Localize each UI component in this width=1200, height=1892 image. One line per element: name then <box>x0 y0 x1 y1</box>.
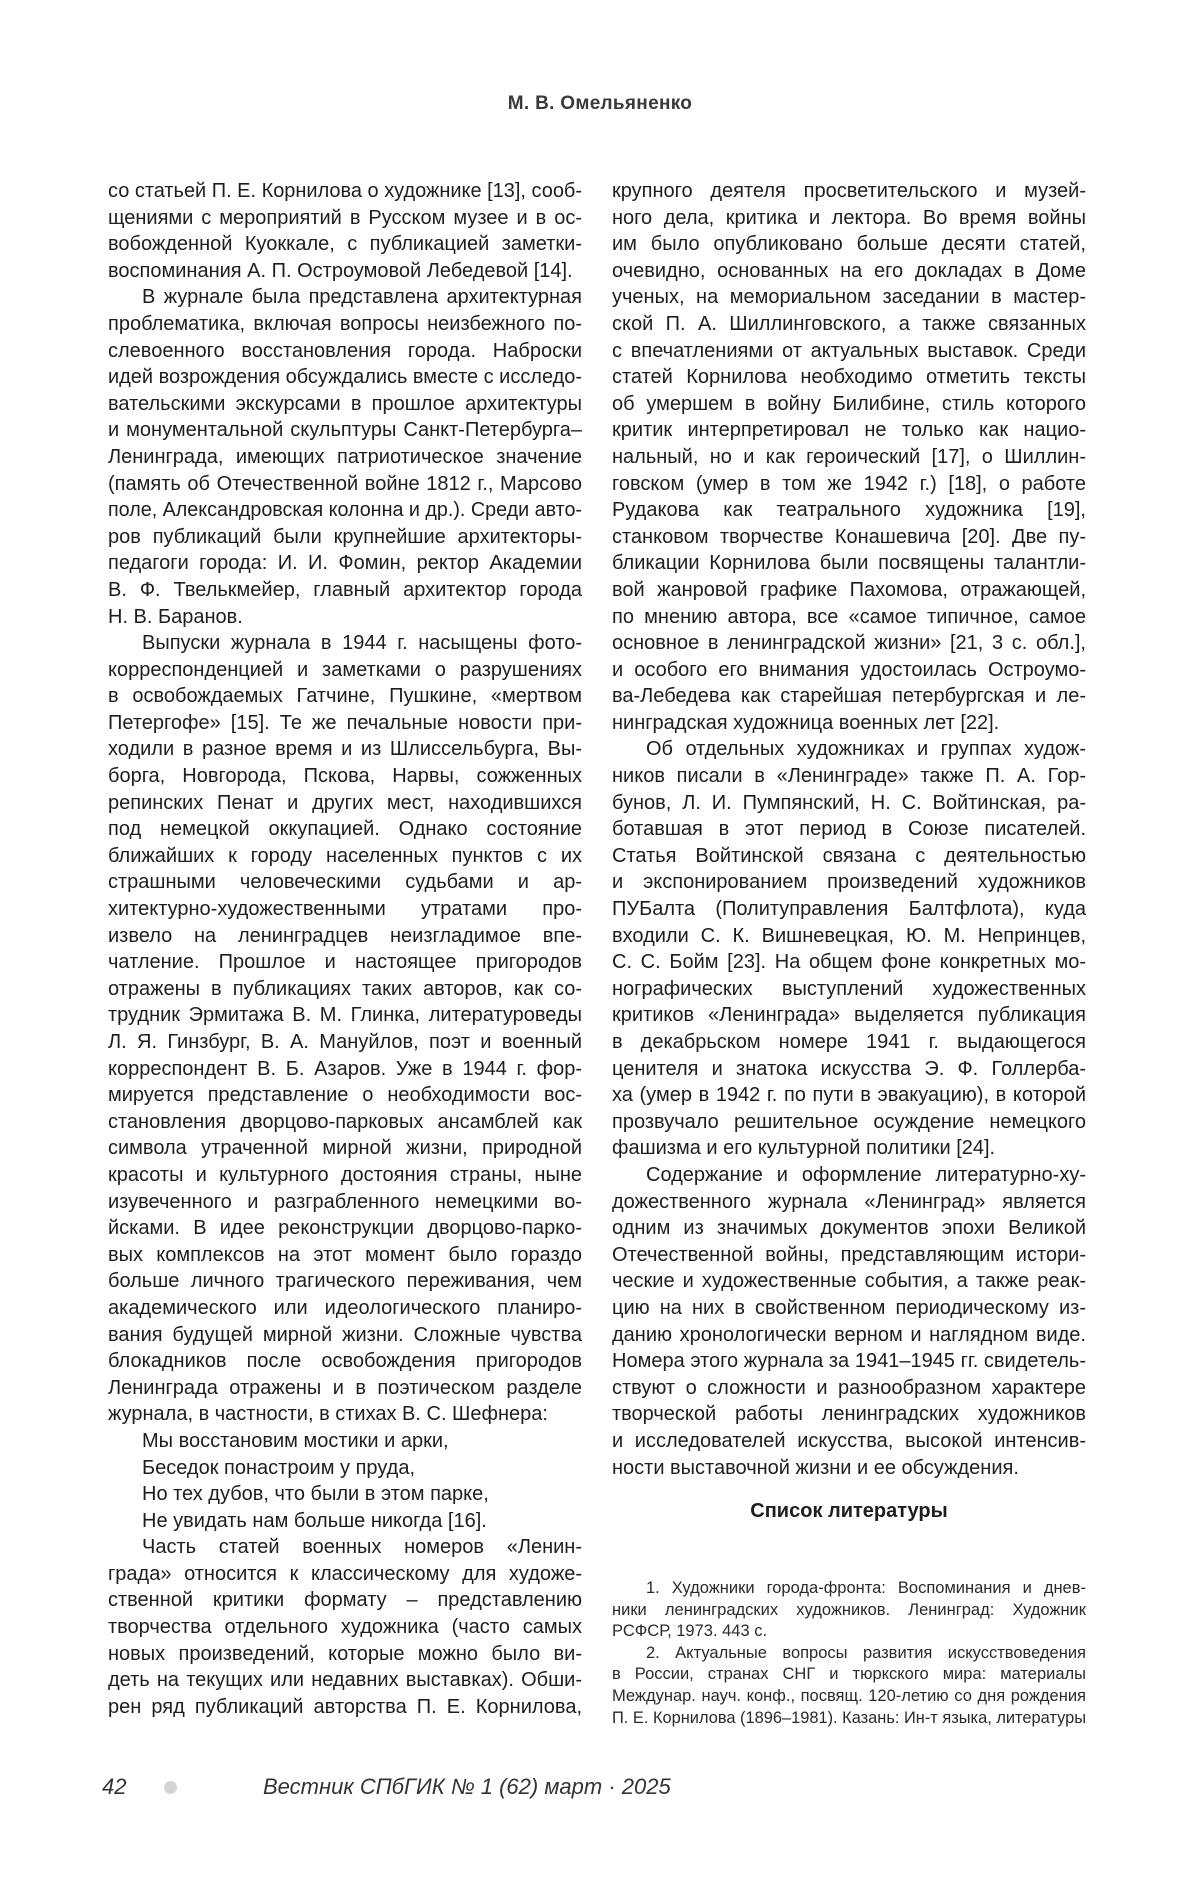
text-line <box>108 1002 582 1029</box>
text-line <box>108 657 582 684</box>
text-line <box>108 1694 582 1721</box>
text-line <box>108 630 582 657</box>
text-line-content: града» относится к классическому для художе- <box>108 1562 582 1585</box>
text-line-content: 2. Актуальные вопросы развития искусствоведения <box>646 1643 1086 1662</box>
text-line <box>108 417 582 444</box>
text-line <box>612 843 1086 870</box>
text-line <box>108 896 582 923</box>
text-line-content: извело на ленинградцев неизгладимое впе- <box>108 924 582 947</box>
text-line <box>612 311 1086 338</box>
text-line-content: нальный, но и как героический [17], о Шиллин- <box>612 445 1086 468</box>
text-line-content: борга, Новгорода, Пскова, Нарвы, сожженных <box>108 765 582 788</box>
paragraph <box>108 1534 582 1720</box>
text-line <box>108 391 582 418</box>
text-line-content: символа утраченной мирной жизни, природной <box>108 1137 582 1160</box>
text-line-content: крупного деятеля просветительского и музей- <box>612 180 1086 202</box>
text-line <box>108 1109 582 1136</box>
text-line <box>612 923 1086 950</box>
text-line <box>108 736 582 763</box>
text-line-content: в России, странах СНГ и тюркского мира: материалы <box>612 1665 1086 1684</box>
text-line <box>108 1135 582 1162</box>
text-line-content: страшными человеческими судьбами и ар- <box>108 871 582 894</box>
text-line <box>612 683 1086 710</box>
text-line <box>612 205 1086 232</box>
text-line <box>612 391 1086 418</box>
text-line-content: корреспондент В. Б. Азаров. Уже в 1944 г. фор- <box>108 1057 582 1080</box>
text-line <box>612 1109 1086 1136</box>
text-line <box>108 471 582 498</box>
text-line <box>612 896 1086 923</box>
text-line-content: Отечественной войны, представляющим истори- <box>612 1243 1086 1266</box>
text-line <box>108 205 582 232</box>
text-line <box>108 923 582 950</box>
text-line-content: Об отдельных художниках и группах худож- <box>646 738 1086 761</box>
text-line-content: творческой работы ленинградских художников <box>612 1403 1086 1426</box>
text-line-content: входили С. К. Вишневецкая, Ю. М. Непринцев, <box>612 924 1086 947</box>
page-footer <box>0 1774 1200 1808</box>
text-line-content: критик интерпретировал не только как нацио- <box>612 419 1086 442</box>
text-line-content: В. Ф. Твелькмейер, главный архитектор города <box>108 578 582 601</box>
text-line-content: Выпуски журнала в 1944 г. насыщены фото- <box>142 632 582 655</box>
text-line-content: с впечатлениями от актуальных выставок. Среди <box>612 339 1086 362</box>
references-heading: Список литературы <box>750 1500 948 1522</box>
text-line <box>612 630 1086 657</box>
text-line <box>108 1667 582 1694</box>
text-line-content: очевидно, основанных на его докладах в Доме <box>612 259 1086 282</box>
text-line-content: корреспонденцией и заметками о разрушениях <box>108 658 582 681</box>
text-line-content: и исследователей искусства, высокой интенсив- <box>612 1429 1086 1452</box>
text-line-content: и монументальной скульптуры Санкт-Петербурга– <box>108 419 582 442</box>
text-line <box>108 976 582 1003</box>
paragraph <box>108 178 582 284</box>
text-line <box>108 790 582 817</box>
text-line <box>108 949 582 976</box>
text-line-content: новых произведений, которые можно было ви- <box>108 1642 582 1665</box>
text-line-content: станковом творчестве Конашевича [20]. Две пу- <box>612 525 1086 548</box>
text-line-content: данию хронологически верном и наглядном виде. <box>612 1323 1086 1346</box>
text-line-content: и экспонированием произведений художников <box>612 871 1086 894</box>
text-line <box>612 1242 1086 1269</box>
text-line <box>108 1508 582 1535</box>
text-line <box>108 258 582 285</box>
journal-title: Вестник СПбГИК № 1 (62) март · 2025 <box>263 1774 671 1799</box>
text-line-content: изувеченного и разграбленного немецкими во- <box>108 1190 582 1213</box>
text-line <box>108 1215 582 1242</box>
text-line-content: деть на текущих или недавних выставках). Обши- <box>108 1669 582 1692</box>
text-line-content: и особого его внимания удостоилась Остроумо- <box>612 658 1086 681</box>
text-line-content: репинских Пенат и других мест, находившихся <box>108 791 582 814</box>
text-line <box>612 1135 1086 1162</box>
text-line <box>108 1189 582 1216</box>
text-line <box>612 1162 1086 1189</box>
text-line <box>612 577 1086 604</box>
text-line <box>612 338 1086 365</box>
text-line-content: Номера этого журнала за 1941–1945 гг. свидетель- <box>612 1350 1086 1373</box>
text-line-content: больше личного трагического переживания, чем <box>108 1270 582 1293</box>
text-line-content: Статья Войтинской связана с деятельностью <box>612 844 1086 867</box>
text-line <box>612 1401 1086 1428</box>
text-line-content: журнала, в частности, в стихах В. С. Шефнера: <box>108 1403 548 1426</box>
text-line <box>108 710 582 737</box>
text-line <box>108 178 582 205</box>
text-line-content: педагоги города: И. И. Фомин, ректор Академии <box>108 552 582 575</box>
text-line <box>612 1268 1086 1295</box>
text-line <box>612 816 1086 843</box>
text-line-content: Л. Я. Гинзбург, В. А. Мануйлов, поэт и военный <box>108 1031 582 1053</box>
text-line <box>108 338 582 365</box>
text-line-content: ходили в разное время и из Шлиссельбурга, Вы- <box>108 738 582 761</box>
text-line <box>108 1587 582 1614</box>
text-line <box>612 710 1086 737</box>
text-line <box>612 284 1086 311</box>
paragraph <box>612 1643 1086 1729</box>
paragraph <box>612 1578 1086 1643</box>
text-line <box>108 364 582 391</box>
text-line-content: Петергофе» [15]. Те же печальные новости при- <box>108 711 582 734</box>
text-line-content: ров публикаций были крупнейшие архитекторы- <box>108 525 582 548</box>
text-line <box>612 976 1086 1003</box>
text-line-content: 1. Художники города-фронта: Воспоминания и днев- <box>646 1579 1086 1597</box>
text-line-content: проблематика, включая вопросы неизбежного по- <box>108 312 582 335</box>
text-line <box>612 1002 1086 1029</box>
text-line-content: трудник Эрмитажа В. М. Глинка, литературоведы <box>108 1004 582 1027</box>
text-line <box>612 1600 1086 1622</box>
text-line <box>612 1082 1086 1109</box>
text-line-content: в декабрьском номере 1941 г. выдающегося <box>612 1031 1086 1053</box>
text-line-content: со статьей П. Е. Корнилова о художнике [13], сооб- <box>108 180 582 202</box>
text-line-content: академического или идеологического планиро- <box>108 1296 582 1319</box>
text-line-content: мируется представление о необходимости вос- <box>108 1084 582 1107</box>
text-line-content: ценителя и знатока искусства Э. Ф. Голлерба- <box>612 1057 1086 1080</box>
text-line <box>612 1708 1086 1730</box>
text-line <box>108 1082 582 1109</box>
text-line <box>108 604 582 631</box>
text-line-content: ности выставочной жизни и ее обсуждения. <box>612 1456 1019 1479</box>
text-line <box>108 550 582 577</box>
text-line-content: в освобождаемых Гатчине, Пушкине, «мертвом <box>108 685 582 708</box>
footer-dot <box>164 1781 177 1794</box>
text-line <box>108 1401 582 1428</box>
text-line <box>108 1322 582 1349</box>
text-line-content: бунов, Л. И. Пумпянский, Н. С. Войтинская, ра- <box>612 791 1086 814</box>
text-line-content: слевоенного восстановления города. Наброски <box>108 339 582 362</box>
text-line-content: критиков «Ленинграда» выделяется публикация <box>612 1004 1086 1027</box>
text-line <box>108 1348 582 1375</box>
text-line <box>612 1029 1086 1056</box>
text-line <box>108 444 582 471</box>
text-line-content: основное в ленинградской жизни» [21, 3 с. обл.], <box>612 632 1086 655</box>
text-line <box>108 869 582 896</box>
text-line <box>108 1375 582 1402</box>
text-line <box>108 1481 582 1508</box>
text-line-content: ской П. А. Шиллинговского, а также связанных <box>612 312 1086 335</box>
text-line-content: статей Корнилова необходимо отметить тексты <box>612 366 1086 389</box>
text-line <box>612 1455 1086 1482</box>
text-line-content: Ленинграда, имеющих патриотическое значение <box>108 445 582 468</box>
text-line-content: красоты и культурного достояния страны, ныне <box>108 1163 582 1186</box>
text-line-content: ва-Лебедева как старейшая петербургская и ле- <box>612 685 1086 708</box>
right-column <box>612 178 1086 1481</box>
text-line <box>612 1322 1086 1349</box>
text-line <box>612 550 1086 577</box>
text-line <box>108 231 582 258</box>
text-line <box>612 1578 1086 1600</box>
left-column <box>108 178 582 1720</box>
text-line <box>612 1428 1086 1455</box>
text-line <box>612 1189 1086 1216</box>
text-line <box>612 1686 1086 1708</box>
text-line <box>612 497 1086 524</box>
text-line <box>612 657 1086 684</box>
text-line-content: вания будущей мирной жизни. Сложные чувства <box>108 1323 582 1346</box>
page-number: 42 <box>102 1774 127 1799</box>
text-line-content: ческие и художественные события, а также реак- <box>612 1270 1086 1293</box>
text-line-content: Часть статей военных номеров «Ленин- <box>142 1536 582 1559</box>
text-line-content: Содержание и оформление литературно-ху- <box>646 1163 1086 1186</box>
paragraph <box>108 630 582 1428</box>
text-line <box>612 417 1086 444</box>
text-line-content: ПУБалта (Политуправления Балтфлота), куда <box>612 898 1086 921</box>
text-line <box>108 1455 582 1482</box>
text-line <box>612 949 1086 976</box>
paragraph <box>612 736 1086 1162</box>
text-line-content: нографических выступлений художественных <box>612 977 1086 1000</box>
text-line <box>108 816 582 843</box>
text-line <box>612 471 1086 498</box>
text-line-content: по мнению автора, все «самое типичное, самое <box>612 605 1086 628</box>
text-line <box>612 790 1086 817</box>
text-line <box>108 1029 582 1056</box>
text-line-content: им было опубликовано больше десяти статей, <box>612 233 1086 256</box>
text-line-content: говском (умер в том же 1942 г.) [18], о работе <box>612 472 1086 495</box>
text-line <box>612 258 1086 285</box>
text-line-content: хитектурно-художественными утратами про- <box>108 898 582 921</box>
text-line <box>612 1375 1086 1402</box>
text-line <box>108 763 582 790</box>
text-line-content: отражены в публикациях таких авторов, как со- <box>108 977 582 1000</box>
text-line <box>612 364 1086 391</box>
text-line-content: П. Е. Корнилова (1896–1981). Казань: Ин-т языка, литературы <box>612 1708 1086 1727</box>
text-line-content: вой жанровой графике Пахомова, отражающей, <box>612 578 1086 601</box>
text-line-content: вых комплексов на этот момент было гораздо <box>108 1243 582 1266</box>
text-line-content: ученых, на мемориальном заседании в мастер- <box>612 286 1086 309</box>
text-line <box>108 1295 582 1322</box>
text-line <box>612 524 1086 551</box>
text-line-content: Но тех дубов, что были в этом парке, <box>142 1483 489 1506</box>
text-line-content: поле, Александровская колонна и др.). Среди авто- <box>108 499 582 522</box>
paragraph <box>108 284 582 630</box>
paragraph <box>612 1162 1086 1481</box>
text-line-content: Междунар. науч. конф., посвящ. 120-летию со дня рождения <box>612 1686 1086 1705</box>
text-line <box>108 1428 582 1455</box>
references-list <box>612 1578 1086 1729</box>
text-line-content: одним из значимых документов эпохи Великой <box>612 1217 1086 1240</box>
text-line-content: В журнале была представлена архитектурная <box>142 286 582 309</box>
text-line <box>108 1614 582 1641</box>
text-line-content: Рудакова как театрального художника [19], <box>612 499 1086 522</box>
text-line-content: ственной критики формату – представлению <box>108 1589 582 1612</box>
text-line-content: вобожденной Куоккале, с публикацией заметки- <box>108 233 582 256</box>
text-line-content: вательскими экскурсами в прошлое архитектуры <box>108 392 582 415</box>
text-line-content: Н. В. Баранов. <box>108 605 243 628</box>
running-header-author: М. В. Омельяненко <box>507 93 693 114</box>
text-line-content: бликации Корнилова были посвящены талантли- <box>612 552 1086 575</box>
text-line <box>108 311 582 338</box>
text-line-content: ники ленинградских художников. Ленинград: Художник <box>612 1600 1086 1619</box>
text-line-content: РСФСР, 1973. 443 с. <box>612 1622 768 1641</box>
text-line-content: становления дворцово-парковых ансамблей как <box>108 1110 582 1133</box>
poem <box>108 1428 582 1534</box>
text-line <box>612 444 1086 471</box>
text-line-content: Беседок понастроим у пруда, <box>142 1456 416 1479</box>
text-line-content: рен ряд публикаций авторства П. Е. Корнилова, <box>108 1695 582 1718</box>
text-line-content: С. С. Бойм [23]. На общем фоне конкретных мо- <box>612 951 1086 974</box>
text-line <box>612 178 1086 205</box>
text-line-content: (память об Отечественной войне 1812 г., Марсово <box>108 472 582 495</box>
text-line <box>108 1641 582 1668</box>
text-line <box>108 497 582 524</box>
text-line-content: ников писали в «Ленинграде» также П. А. Гор- <box>612 765 1086 788</box>
text-line-content: под немецкой оккупацией. Однако состояние <box>108 818 582 841</box>
text-line <box>108 1268 582 1295</box>
text-line-content: Не увидать нам больше никогда [16]. <box>142 1509 487 1532</box>
text-line <box>612 1643 1086 1665</box>
text-line <box>612 1215 1086 1242</box>
text-line <box>108 1162 582 1189</box>
text-line <box>108 284 582 311</box>
text-line <box>612 869 1086 896</box>
text-line-content: воспоминания А. П. Остроумовой Лебедевой [14]. <box>108 259 573 282</box>
text-line-content: творчества отдельного художника (часто самых <box>108 1616 582 1639</box>
text-line-content: ха (умер в 1942 г. по пути в эвакуацию), в которой <box>612 1084 1086 1107</box>
text-line <box>108 1561 582 1588</box>
text-line-content: щениями с мероприятий в Русском музее и в ос- <box>108 206 582 229</box>
text-line-content: Ленинграда отражены и в поэтическом разделе <box>108 1376 582 1399</box>
text-line <box>108 524 582 551</box>
text-line-content: прозвучало решительное осуждение немецкого <box>612 1110 1086 1133</box>
text-line <box>612 1348 1086 1375</box>
text-line <box>108 1534 582 1561</box>
text-line-content: Мы восстановим мостики и арки, <box>142 1429 449 1452</box>
text-line-content: дожественного журнала «Ленинград» является <box>612 1190 1086 1213</box>
text-line-content: фашизма и его культурной политики [24]. <box>612 1137 996 1160</box>
text-line-content: йсками. В идее реконструкции дворцово-парко- <box>108 1217 582 1240</box>
text-line-content: цию на них в свойственном периодическому из- <box>612 1296 1086 1319</box>
text-line-content: ного дела, критика и лектора. Во время войны <box>612 206 1086 229</box>
text-line <box>612 231 1086 258</box>
text-line <box>612 1056 1086 1083</box>
text-line <box>612 763 1086 790</box>
text-line <box>108 1056 582 1083</box>
text-line-content: идей возрождения обсуждались вместе с исследо- <box>108 366 582 389</box>
text-line-content: ближайших к городу населенных пунктов с их <box>108 844 582 867</box>
paragraph <box>612 178 1086 736</box>
text-line-content: нинградская художница военных лет [22]. <box>612 711 1000 734</box>
text-line <box>108 683 582 710</box>
text-line <box>108 1242 582 1269</box>
text-line <box>108 577 582 604</box>
text-line-content: ствуют о сложности и разнообразном характере <box>612 1376 1086 1399</box>
text-line <box>612 1664 1086 1686</box>
text-line <box>612 736 1086 763</box>
text-line-content: об умершем в войну Билибине, стиль которого <box>612 392 1086 415</box>
text-line-content: чатление. Прошлое и настоящее пригородов <box>108 951 582 974</box>
text-line <box>612 1295 1086 1322</box>
text-line-content: ботавшая в этот период в Союзе писателей. <box>612 818 1086 841</box>
text-line <box>108 843 582 870</box>
text-line <box>612 1621 1086 1643</box>
text-line <box>612 604 1086 631</box>
text-line-content: блокадников после освобождения пригородов <box>108 1350 582 1373</box>
